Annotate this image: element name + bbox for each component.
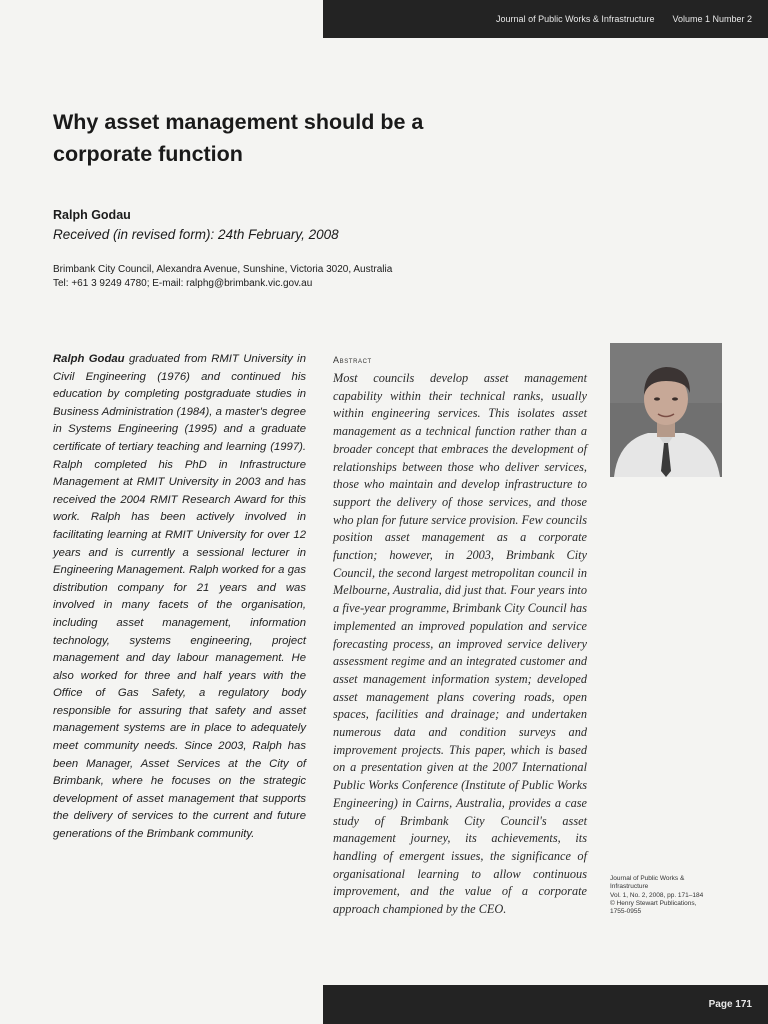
author-name: Ralph Godau: [53, 208, 131, 222]
page-footer-bar: [323, 985, 768, 1024]
author-biography: [53, 351, 306, 844]
abstract-heading: Abstract: [333, 355, 372, 365]
received-date: Received (in revised form): 24th February, 2008: [53, 227, 339, 242]
abstract-text: Most councils develop asset management capability within their technical ranks, usually within engineering services. This isolates asset management as a technical function rather than a broader concept that embraces the development of relationships between those who deliver services, those who maintain and develop infrastructure to support the delivery of those services, and those who plan for future service provision. Few councils position asset management as a corporate function; however, in 2003, Brimbank City Council, the second largest metropolitan council in Melbourne, Australia, did just that. Four years into a five-year programme, Brimbank City Council has implemented an improved population and service forecasting process, an improved service delivery assessment regime and an integrated customer and asset management information system; developed asset management plans covering roads, open spaces, facilities and drainage; and undertaken numerous data and condition surveys and improvement projects. This paper, which is based on a presentation given at the 2007 International Public Works Conference (Institute of Public Works Engineering) in Cairns, Australia, provides a case study of Brimbank City Council's asset management journey, its achievements, its handling of emergent issues, the significance of organisational learning to allow continuous improvement, and the value of a corporate approach championed by the CEO.: [333, 371, 587, 917]
affiliation-contact: Tel: +61 3 9249 4780; E-mail: ralphg@brimbank.vic.gov.au: [53, 278, 313, 289]
article-title-line-2: corporate function: [53, 142, 243, 166]
citation-journal: Journal of Public Works &: [610, 875, 685, 882]
affiliation-address: Brimbank City Council, Alexandra Avenue, Sunshine, Victoria 3020, Australia: [53, 264, 393, 275]
citation-volume: Vol. 1, No. 2, 2008, pp. 171–184: [610, 891, 704, 899]
bio-text: graduated from RMIT University in Civil Engineering (1976) and continued his education by completing postgraduate studies in Business Administration (1984), a master's degree in Systems Engineering (1995) and a graduate certificate of tertiary teaching and learning (1997). Ralph completed his PhD in Infrastructure Management at RMIT University in 2003 and has received the 2004 RMIT Research Award for this work. Ralph has been actively involved in facilitating learning at RMIT University for over 12 years and is currently a sessional lecturer in Engineering Management. Ralph worked for a gas distribution company for 21 years and was involved in many facets of the organisation, including asset management, information technology, systems engineering, project management and day labour management. He also worked for three and half years with the Office of Gas Safety, a regulatory body responsible for assuring that safety and asset management systems are in place to adequately meet community needs. Since 2003, Ralph has been Manager, Asset Services at the City of Brimbank, where he focuses on the strategic development of asset management that supports the delivery of services to the current and future generations of the Brimbank community.: [53, 353, 306, 841]
citation-journal-cont: Infrastructure: [610, 883, 649, 891]
journal-header-bar: [323, 0, 768, 38]
article-title: [53, 106, 573, 170]
volume-number: Volume 1 Number 2: [672, 14, 752, 24]
author-photo: [610, 343, 722, 477]
citation-issn: 1755-0955: [610, 908, 642, 916]
journal-name: Journal of Public Works & Infrastructure: [496, 14, 655, 24]
page-number: Page 171: [708, 999, 752, 1010]
article-title-line-1: Why asset management should be a: [53, 110, 424, 134]
author-affiliation: [53, 263, 392, 291]
citation-publisher: © Henry Stewart Publications,: [610, 899, 697, 907]
bio-name: Ralph Godau: [53, 353, 125, 365]
citation-block: [610, 875, 740, 916]
